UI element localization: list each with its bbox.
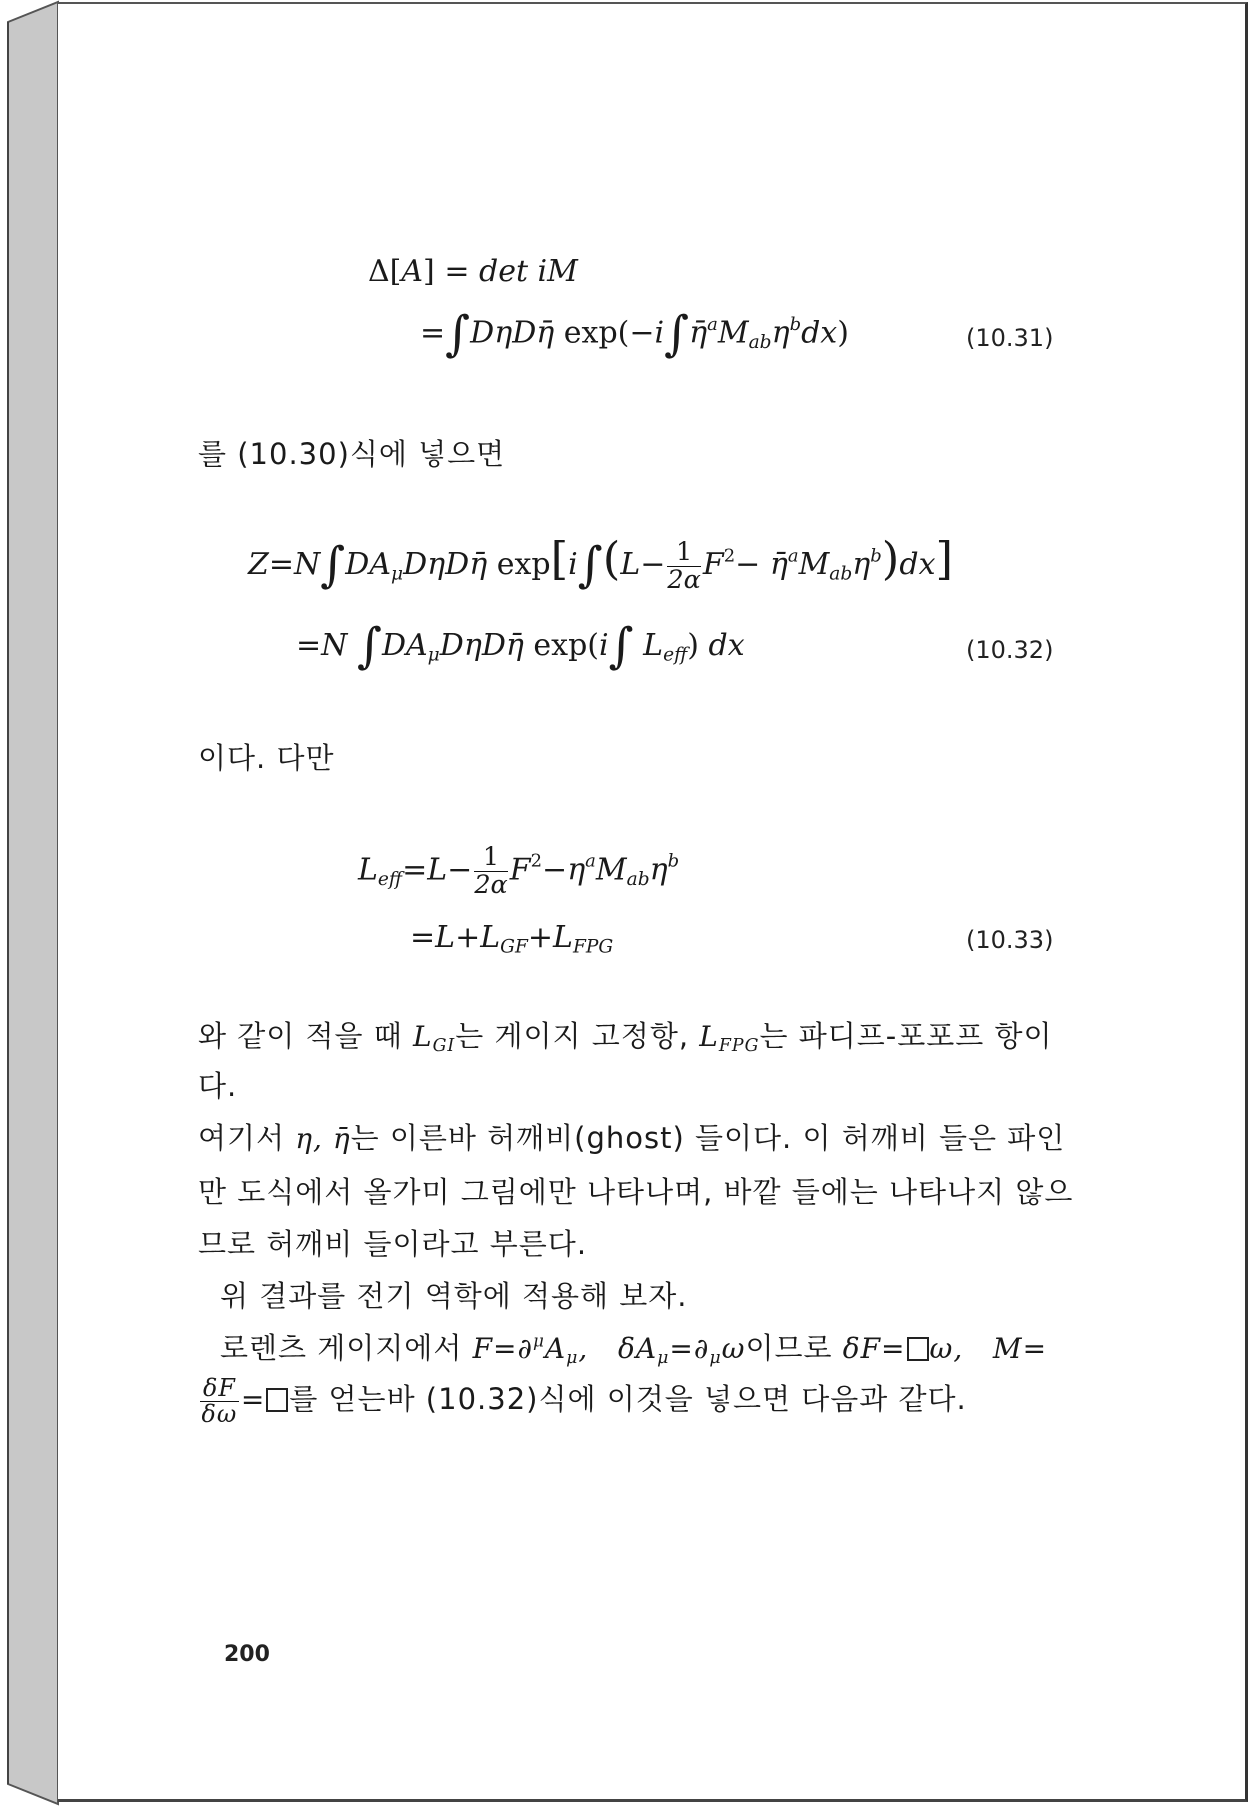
paragraph-line: 만 도식에서 올가미 그림에만 나타나며, 바깥 들에는 나타나지 않으 — [198, 1175, 1074, 1209]
text-span: 는 게이지 고정항, — [455, 1019, 690, 1053]
paragraph-line: 다. — [198, 1069, 238, 1103]
paragraph-line — [198, 1014, 1053, 1056]
equation-number-10-33: (10.33) — [966, 926, 1054, 954]
paragraph-line: 위 결과를 전기 역학에 적용해 보자. — [220, 1279, 688, 1313]
text-span: 를 얻는바 (10.32)식에 이것을 넣으면 다음과 같다. — [289, 1381, 967, 1416]
page-number: 200 — [224, 1642, 270, 1667]
paragraph-line — [198, 1376, 967, 1427]
paragraph-text: 를 (10.30)식에 넣으면 — [198, 437, 506, 471]
equation-number-10-31: (10.31) — [966, 324, 1054, 352]
eq31-line1: Δ[A] = det iM — [368, 254, 578, 289]
math-inline: $\frac{\delta F}{\delta\omega}$ = — [198, 1383, 289, 1416]
math-inline: $L_{FPG}$ — [699, 1020, 760, 1057]
book-spine — [0, 0, 60, 1806]
eq31-line2: =∫DηDη̄ $\exp(-i\int\etā^aM_{ab}\eta^bdx)$ — [420, 305, 849, 362]
paragraph-line — [220, 1326, 1047, 1368]
text-span: 이므로 — [745, 1331, 833, 1365]
text-span: 는 파디프-포포프 항이 — [759, 1019, 1053, 1053]
math-inline: η, η̄ — [295, 1122, 351, 1155]
equation-number-10-32: (10.32) — [966, 636, 1054, 664]
book-page — [58, 2, 1248, 1802]
text-span: 로렌츠 게이지에서 — [220, 1331, 463, 1365]
text-span: 여기서 — [198, 1121, 286, 1155]
eq32-line1: $Z=N\int DA_\mu D\eta D\etā$ exp[i∫(L− $\frac{1}{2\alpha}$ $F^2-$ $\etā^aM_{ab}\eta^b)dx$] — [248, 532, 954, 595]
math-inline: δF= ω, M= — [842, 1332, 1048, 1365]
paragraph-line — [198, 1116, 1065, 1157]
eq33-line1: $L_{eff}=L-$ $\frac{1}{2\alpha}$ $F^2-\eta^aM_{ab}\eta^b$ — [358, 842, 680, 900]
paragraph-text: 이다. 다만 — [198, 741, 335, 775]
paragraph-line: 므로 허깨비 들이라고 부른다. — [198, 1227, 588, 1261]
eq33-line2: $=L+L_{GF}+L_{FPG}$ — [410, 920, 614, 958]
eq32-line2: =N $\int DA_\mu D\eta D\etā$ exp(i∫ $L_{eff}$) dx — [296, 618, 745, 675]
text-span: 와 같이 적을 때 — [198, 1019, 403, 1053]
math-inline: $L_{GI}$ — [412, 1020, 456, 1057]
text-span: 는 이른바 허깨비(ghost) 들이다. 이 허깨비 들은 파인 — [350, 1121, 1066, 1155]
math-inline: $F=\partial^\mu A_\mu$, $\delta A_\mu=\partial_\mu\omega$ — [472, 1330, 746, 1369]
